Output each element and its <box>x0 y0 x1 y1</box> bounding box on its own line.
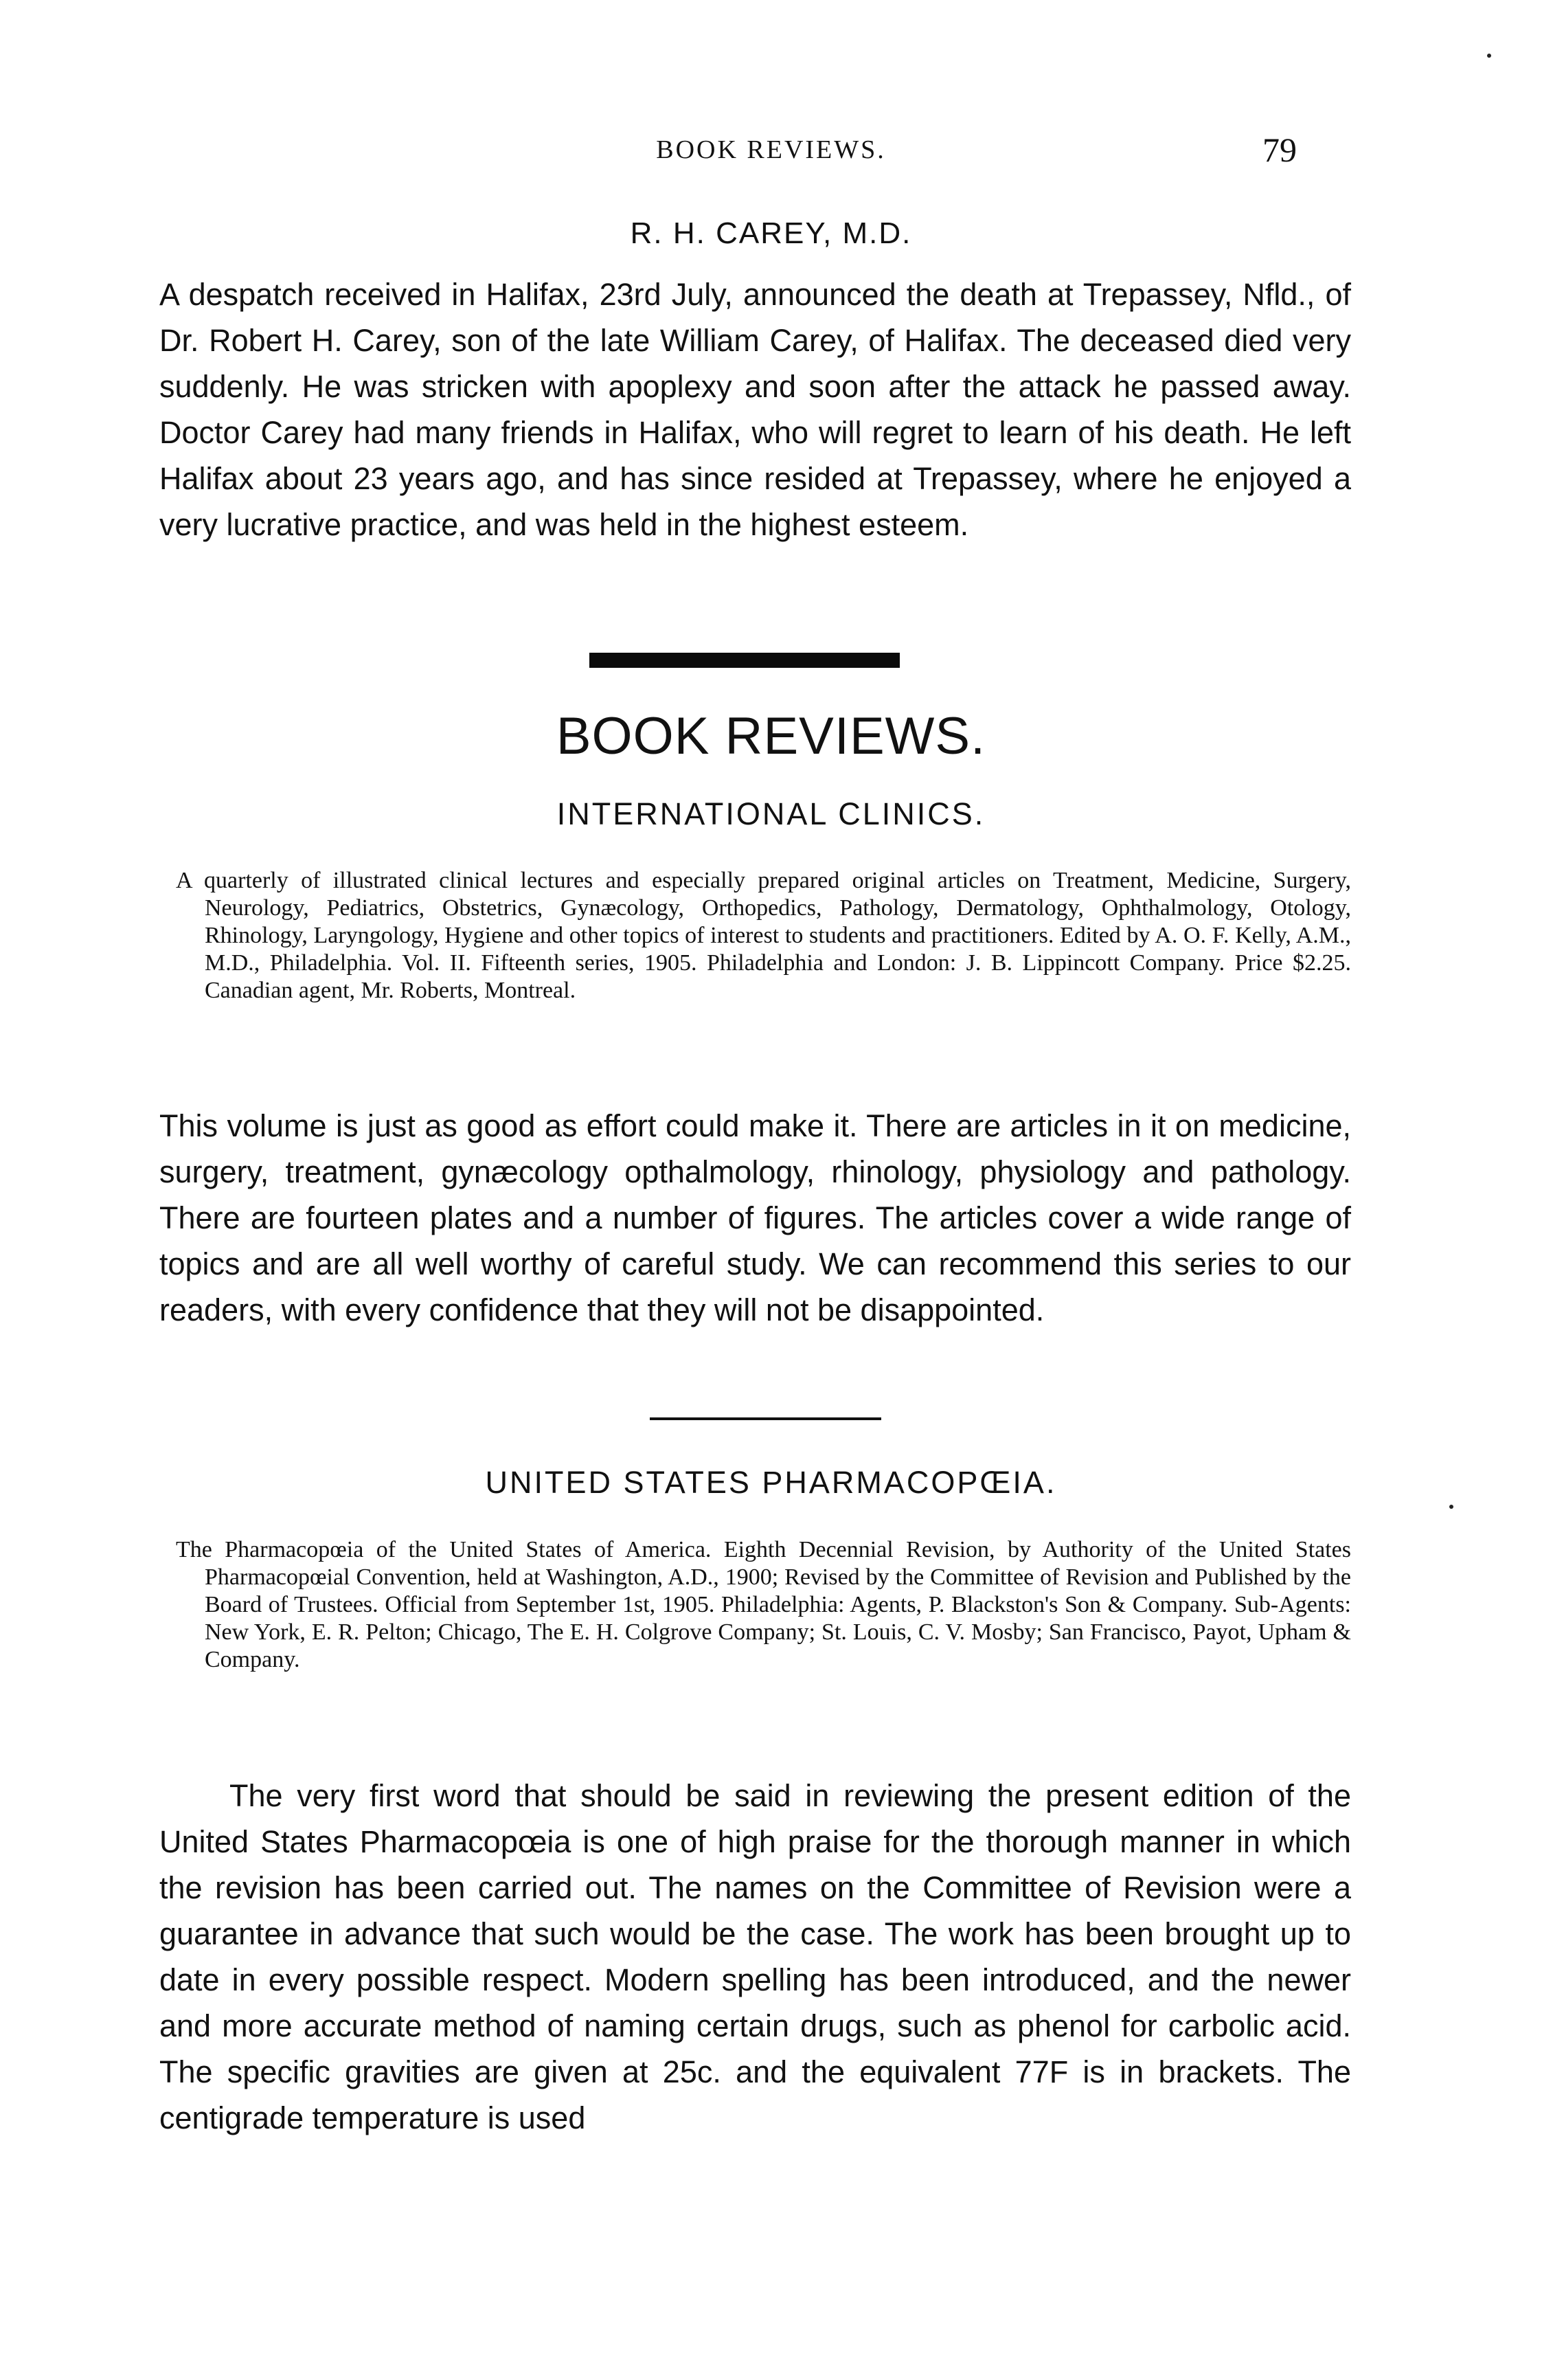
margin-speck <box>1449 1505 1453 1509</box>
running-title: BOOK REVIEWS. <box>656 135 886 164</box>
review-title: INTERNATIONAL CLINICS. <box>556 796 986 831</box>
review-bibliographic-note: A quarterly of illustrated clinical lectures and especially prepared original articles on Treatment, Medicine, Surgery, Neurology, Pediatrics, Obstetrics, Gynæcology, Orthopedics, Pathology, Dermatology, Ophthalmology, Otology, Rhinology, Laryngology, Hygiene and other topics of interest to students and practitioners. Edited by A. O. F. Kelly, A.M., M.D., Philadelphia. Vol. II. Fifteenth series, 1905. Philadelphia and London: J. B. Lippincott Company. Price $2.25. Canadian agent, Mr. Roberts, Montreal. <box>176 868 1351 1003</box>
margin-speck <box>1487 54 1491 58</box>
running-header <box>0 129 1542 170</box>
page-number: 79 <box>1262 131 1297 169</box>
review-divider <box>650 1417 881 1420</box>
section-title: BOOK REVIEWS. <box>556 707 986 765</box>
obituary-title: R. H. CAREY, M.D. <box>630 216 912 250</box>
review-paragraph: This volume is just as good as effort could make it. There are articles in it on medicine, surgery, treatment, gynæcology opthalmology, rhinology, physiology and pathology. There are fourteen plates and a number of figures. The articles cover a wide range of topics and are all well worthy of careful study. We can recommend this series to our readers, with every confidence that they will not be disappointed. <box>159 1108 1351 1327</box>
review-title: UNITED STATES PHARMACOPŒIA. <box>485 1465 1057 1500</box>
review-paragraph: The very first word that should be said in reviewing the present edition of the United States Pharmacopœia is one of high praise for the thorough manner in which the revision has been carried out. The names on the Committee of Revision were a guarantee in advance that such would be the case. The work has been brought up to date in every possible respect. Modern spelling has been introduced, and the newer and more accurate method of naming certain drugs, such as phenol for carbolic acid. The specific gravities are given at 25c. and the equivalent 77F is in brackets. The centigrade temperature is used <box>159 1778 1351 2135</box>
section-divider-heavy <box>589 653 900 668</box>
obituary-paragraph: A despatch received in Halifax, 23rd July, announced the death at Trepassey, Nfld., of Dr. Robert H. Carey, son of the late William Carey, of Halifax. The deceased died very suddenly. He was stricken with apoplexy and soon after the attack he passed away. Doctor Carey had many friends in Halifax, who will regret to learn of his death. He left Halifax about 23 years ago, and has since resided at Trepassey, where he enjoyed a very lucrative practice, and was held in the highest esteem. <box>159 277 1351 542</box>
review-bibliographic-note: The Pharmacopœia of the United States of America. Eighth Decennial Revision, by Authority of the United States Pharmacopœial Convention, held at Washington, A.D., 1900; Revised by the Committee of Revision and Published by the Board of Trustees. Official from September 1st, 1905. Philadelphia: Agents, P. Blackston's Son & Company. Sub-Agents: New York, E. R. Pelton; Chicago, The E. H. Colgrove Company; St. Louis, C. V. Mosby; San Francisco, Payot, Upham & Company. <box>176 1537 1351 1672</box>
